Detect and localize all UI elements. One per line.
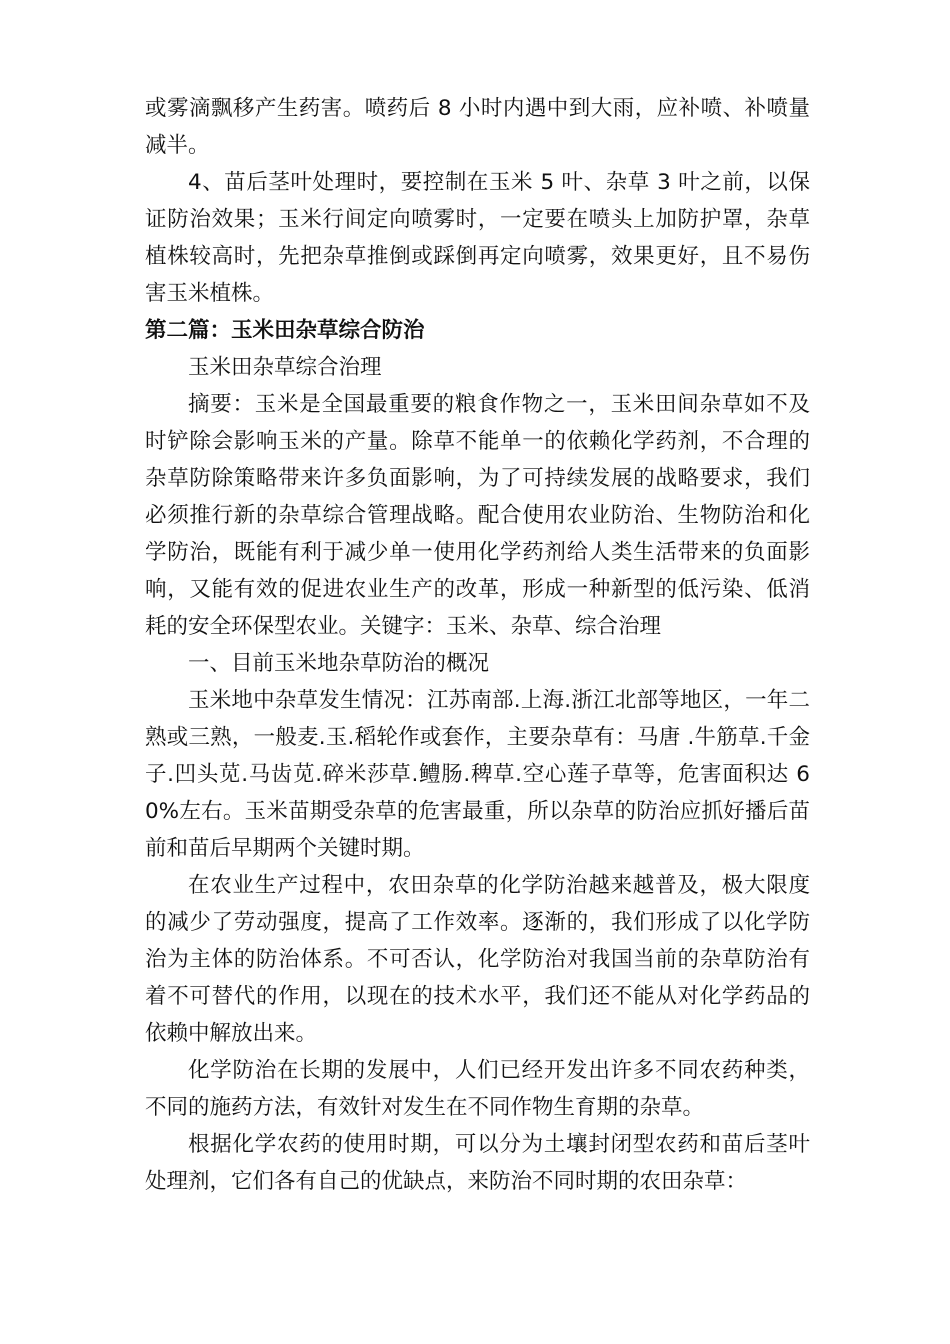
paragraph-weeds-overview: 玉米地中杂草发生情况：江苏南部.上海.浙江北部等地区，一年二熟或三熟，一般麦.玉.稻轮作或套作，主要杂草有：马唐 .牛筋草.千金子.凹头苋.马齿苋.碎米莎草.鳢肠.稗草.空心莲子草等，危害面积达 60%左右。玉米苗期受杂草的危害最重，所以杂草的防治应抓好播后苗前和苗后早期两个关键时期。 [145,688,810,861]
paragraph-2: 4、苗后茎叶处理时，要控制在玉米 5 叶、杂草 3 叶之前，以保证防治效果；玉米行间定向喷雾时，一定要在喷头上加防护罩，杂草植株较高时，先把杂草推倒或踩倒再定向喷雾，效果更好，且不易伤害玉米植株。 [145,170,810,306]
paragraph-chemical-control: 在农业生产过程中，农田杂草的化学防治越来越普及，极大限度的减少了劳动强度，提高了工作效率。逐渐的，我们形成了以化学防治为主体的防治体系。不可否认，化学防治对我国当前的杂草防治有着不可替代的作用，以现在的技术水平，我们还不能从对化学药品的依赖中解放出来。 [145,873,810,1046]
section-1-title: 一、目前玉米地杂草防治的概况 [188,651,490,676]
document-page [145,90,810,1200]
abstract-paragraph: 摘要：玉米是全国最重要的粮食作物之一，玉米田间杂草如不及时铲除会影响玉米的产量。除草不能单一的依赖化学药剂，不合理的杂草防除策略带来许多负面影响，为了可持续发展的战略要求，我们必须推行新的杂草综合管理战略。配合使用农业防治、生物防治和化学防治，既能有利于减少单一使用化学药剂给人类生活带来的负面影响，又能有效的促进农业生产的改革，形成一种新型的低污染、低消耗的安全环保型农业。关键字：玉米、杂草、综合治理 [145,392,810,639]
subtitle: 玉米田杂草综合治理 [188,355,382,380]
section-heading: 第二篇：玉米田杂草综合防治 [145,318,425,343]
paragraph-1: 或雾滴飘移产生药害。喷药后 8 小时内遇中到大雨，应补喷、补喷量减半。 [145,96,810,158]
paragraph-development: 化学防治在长期的发展中，人们已经开发出许多不同农药种类，不同的施药方法，有效针对发生在不同作物生育期的杂草。 [145,1058,810,1120]
paragraph-classification: 根据化学农药的使用时期，可以分为土壤封闭型农药和苗后茎叶处理剂，它们各有自己的优缺点，来防治不同时期的农田杂草： [145,1132,810,1194]
